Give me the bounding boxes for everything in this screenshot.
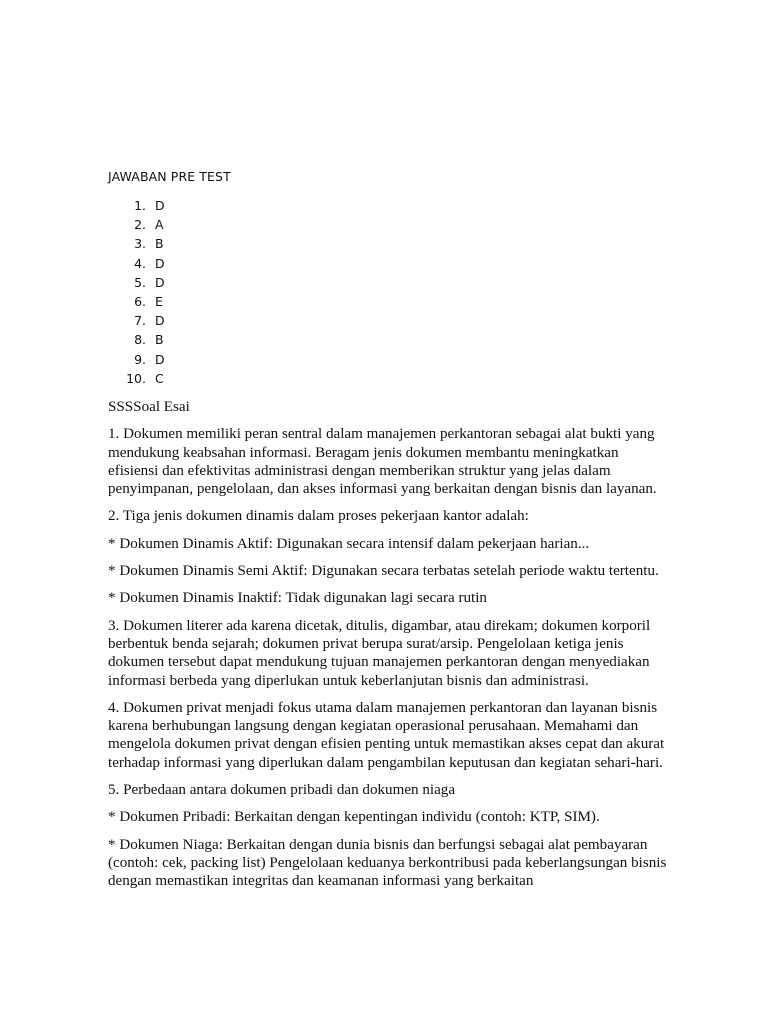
page-title: JAWABAN PRE TEST <box>108 169 231 184</box>
text-line: informasi berbeda yang diperlukan untuk keberlanjutan bisnis dan administrasi. <box>108 672 589 689</box>
paragraph-bullet-semi-active <box>108 562 698 580</box>
paragraph-answer-4 <box>108 699 698 772</box>
text-line: mendukung keabsahan informasi. Beragam jenis dokumen membantu meningkatkan <box>108 444 619 461</box>
list-item <box>108 273 165 292</box>
paragraph-bullet-pribadi <box>108 808 698 826</box>
text-line: 5. Perbedaan antara dokumen pribadi dan dokumen niaga <box>108 782 456 799</box>
text-line: efisiensi dan efektivitas administrasi dengan memberikan struktur yang jelas dalam <box>108 462 611 479</box>
item-number: 7. <box>134 313 146 329</box>
item-number: 4. <box>134 255 146 271</box>
list-item <box>108 330 165 349</box>
text-line: dokumen tersebut dapat mendukung tujuan manajemen perkantoran dengan menyediakan <box>108 654 650 671</box>
list-item <box>108 311 165 330</box>
item-number: 5. <box>134 274 146 290</box>
list-item <box>108 350 165 369</box>
list-item <box>108 196 165 215</box>
text-line: berbentuk benda sejarah; dokumen privat berupa surat/arsip. Pengelolaan ketiga jenis <box>108 635 624 652</box>
item-answer: B <box>155 236 164 252</box>
list-item <box>108 234 165 253</box>
item-answer: B <box>155 332 164 348</box>
item-number: 9. <box>134 351 146 367</box>
text-line: * Dokumen Dinamis Aktif: Digunakan secara intensif dalam pekerjaan harian... <box>108 535 590 552</box>
paragraph-bullet-inactive <box>108 589 698 607</box>
list-item <box>108 369 165 388</box>
text-line: penyimpanan, pengelolaan, dan akses informasi yang berkaitan dengan bisnis dan layanan. <box>108 481 657 498</box>
text-line: 4. Dokumen privat menjadi fokus utama dalam manajemen perkantoran dan layanan bisnis <box>108 699 658 716</box>
text-line: * Dokumen Dinamis Inaktif: Tidak digunakan lagi secara rutin <box>108 590 487 607</box>
text-line: dengan memastikan integritas dan keamanan informasi yang berkaitan <box>108 873 534 890</box>
item-answer: C <box>155 370 164 386</box>
item-answer: E <box>155 293 163 309</box>
item-answer: A <box>155 217 164 233</box>
text-line: 2. Tiga jenis dokumen dinamis dalam proses pekerjaan kantor adalah: <box>108 508 529 525</box>
item-answer: D <box>155 313 165 329</box>
item-answer: D <box>155 198 165 213</box>
item-answer: D <box>155 351 165 367</box>
item-number: 10. <box>126 370 146 386</box>
essay-section <box>108 398 698 900</box>
text-line: karena berhubungan langsung dengan kegiatan operasional perusahaan. Memahami dan <box>108 718 639 735</box>
list-item <box>108 292 165 311</box>
text-line: (contoh: cek, packing list) Pengelolaan keduanya berkontribusi pada keberlangsungan bisnis <box>108 854 667 871</box>
item-number: 8. <box>134 332 146 348</box>
text-line: * Dokumen Pribadi: Berkaitan dengan kepentingan individu (contoh: KTP, SIM). <box>108 809 600 826</box>
paragraph-answer-2 <box>108 507 698 525</box>
essay-heading: SSSSoal Esai <box>108 399 190 415</box>
text-line: terhadap informasi yang diperlukan dalam pengambilan keputusan dan kegiatan sehari-hari. <box>108 754 663 771</box>
paragraph-bullet-niaga <box>108 836 698 891</box>
paragraph-answer-1 <box>108 425 698 498</box>
answer-list <box>108 196 165 388</box>
list-item <box>108 254 165 273</box>
item-number: 1. <box>134 198 146 213</box>
text-line: 1. Dokumen memiliki peran sentral dalam manajemen perkantoran sebagai alat bukti yang <box>108 426 655 443</box>
item-number: 2. <box>134 217 146 233</box>
text-line: * Dokumen Dinamis Semi Aktif: Digunakan secara terbatas setelah periode waktu tertentu. <box>108 563 659 580</box>
list-item <box>108 215 165 234</box>
item-answer: D <box>155 255 165 271</box>
text-line: 3. Dokumen literer ada karena dicetak, ditulis, digambar, atau direkam; dokumen korporil <box>108 617 651 634</box>
item-answer: D <box>155 274 165 290</box>
paragraph-answer-5 <box>108 781 698 799</box>
item-number: 6. <box>134 293 146 309</box>
paragraph-answer-3 <box>108 617 698 690</box>
text-line: * Dokumen Niaga: Berkaitan dengan dunia bisnis dan berfungsi sebagai alat pembayaran <box>108 836 648 853</box>
paragraph-bullet-active <box>108 535 698 553</box>
item-number: 3. <box>134 236 146 252</box>
text-line: mengelola dokumen privat dengan efisien penting untuk memastikan akses cepat dan akurat <box>108 736 665 753</box>
